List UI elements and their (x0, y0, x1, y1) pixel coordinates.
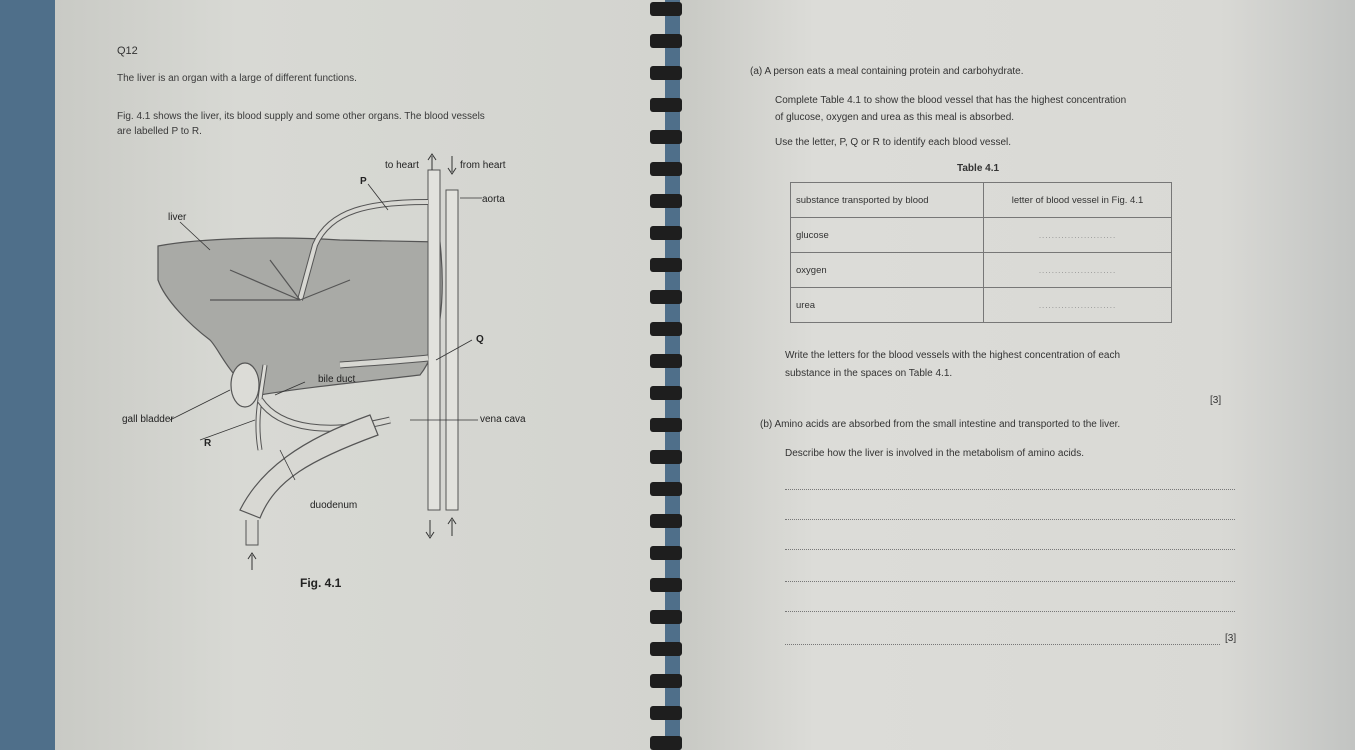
answer-cell[interactable] (984, 218, 1172, 253)
label-duodenum: duodenum (310, 500, 358, 511)
substance-cell: glucose (791, 218, 984, 253)
label-aorta: aorta (482, 194, 505, 205)
question-number: Q12 (117, 45, 138, 57)
table-title: Table 4.1 (957, 163, 1000, 174)
table-row (791, 253, 1172, 288)
answer-dots: ........................ (1038, 230, 1117, 240)
label-gall-bladder: gall bladder (122, 414, 174, 425)
part-a-instruction-2: of glucose, oxygen and urea as this meal is absorbed. (775, 112, 1015, 123)
answer-line[interactable] (785, 580, 1235, 582)
label-vena-cava: vena cava (480, 414, 526, 425)
label-to-heart: to heart (385, 160, 419, 171)
table-row (791, 288, 1172, 323)
answer-line[interactable] (785, 610, 1235, 612)
label-Q: Q (476, 334, 484, 345)
write-instruction-2: substance in the spaces on Table 4.1. (785, 368, 953, 379)
figure-caption: Fig. 4.1 (300, 576, 342, 590)
mark-allocation-b: [3] (1225, 633, 1237, 644)
write-instruction-1: Write the letters for the blood vessels with the highest concentration of each (785, 350, 1120, 361)
answer-line[interactable] (785, 518, 1235, 520)
part-a-stem: (a) A person eats a meal containing protein and carbohydrate. (750, 66, 1024, 77)
mark-allocation-a: [3] (1210, 395, 1222, 406)
header-letter: letter of blood vessel in Fig. 4.1 (984, 183, 1172, 218)
answer-dots: ........................ (1038, 265, 1117, 275)
liver-shape (158, 238, 442, 395)
vena-cava-vessel (446, 190, 458, 510)
table-4-1 (790, 182, 1172, 323)
gall-bladder (231, 363, 259, 407)
substance-cell: urea (791, 288, 984, 323)
part-a-instruction-1: Complete Table 4.1 to show the blood vessel that has the highest concentration (775, 95, 1127, 106)
aorta-vessel (428, 170, 440, 510)
spiral-binding (642, 0, 690, 750)
duodenum (240, 415, 378, 518)
figure-description-line2: are labelled P to R. (117, 126, 202, 137)
table-row (791, 218, 1172, 253)
table-header-row (791, 183, 1172, 218)
answer-dots: ........................ (1038, 300, 1117, 310)
answer-line[interactable] (785, 643, 1220, 645)
part-a-instruction-3: Use the letter, P, Q or R to identify each blood vessel. (775, 137, 1012, 148)
substance-cell: oxygen (791, 253, 984, 288)
intro-paragraph: The liver is an organ with a large of different functions. (117, 73, 357, 84)
answer-line[interactable] (785, 548, 1235, 550)
header-substance: substance transported by blood (791, 183, 984, 218)
part-b-instruction: Describe how the liver is involved in the metabolism of amino acids. (785, 448, 1085, 459)
label-R: R (204, 438, 212, 449)
part-b-stem: (b) Amino acids are absorbed from the small intestine and transported to the liver. (760, 419, 1121, 430)
label-bile-duct: bile duct (318, 374, 356, 385)
answer-line[interactable] (785, 488, 1235, 490)
answer-cell[interactable] (984, 288, 1172, 323)
label-P: P (360, 176, 367, 187)
answer-cell[interactable] (984, 253, 1172, 288)
liver-diagram (110, 150, 580, 600)
label-from-heart: from heart (460, 160, 506, 171)
figure-description-line1: Fig. 4.1 shows the liver, its blood supply and some other organs. The blood vessels (117, 111, 485, 122)
label-liver: liver (168, 212, 187, 223)
